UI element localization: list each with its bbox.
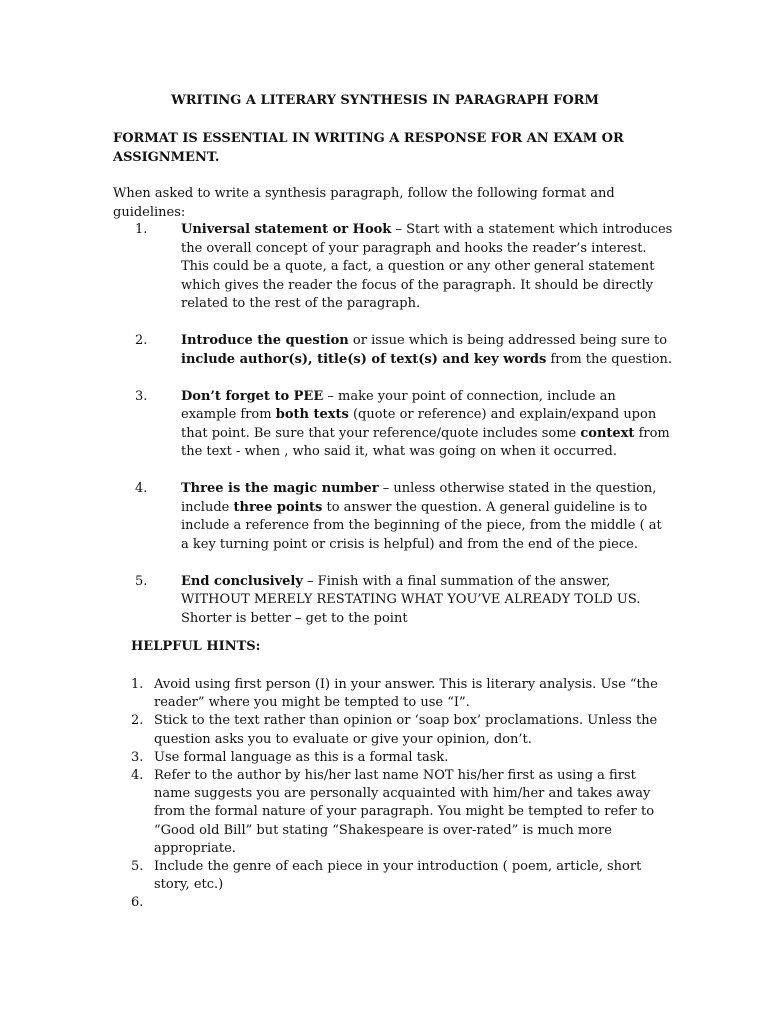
- hint-number: 1.: [131, 677, 144, 692]
- hint-item-1: [113, 676, 673, 712]
- step-number: 5.: [135, 573, 148, 589]
- format-step-5: [113, 573, 673, 629]
- document-title: WRITING A LITERARY SYNTHESIS IN PARAGRAPH FORM: [171, 93, 599, 108]
- hint-number: 5.: [131, 859, 144, 875]
- hint-item-4: [113, 767, 673, 858]
- step-emphasis: three points: [233, 499, 323, 515]
- hint-number: 4.: [131, 768, 144, 784]
- hint-text: Stick to the text rather than opinion or ‘soap box’ proclamations. Unless the question asks you to evaluate or give your opinion, don’t.: [154, 713, 658, 747]
- step-text: – Finish with a final summation of the answer, WITHOUT MERELY RESTATING WHAT YOU’VE ALREADY TOLD US. Shorter is better – get to the point: [181, 573, 641, 626]
- step-text: or issue which is being addressed being sure to: [348, 333, 668, 348]
- step-text: to answer the question. A general guideline is to include a reference from the beginning of the piece, from the middle ( at a key turning point or crisis is helpful) and from the end of the piece.: [181, 499, 662, 552]
- hint-text: Avoid using first person (I) in your answer. This is literary analysis. Use “the reader” where you might be tempted to use “I”.: [154, 677, 658, 711]
- step-heading: Three is the magic number: [181, 481, 379, 496]
- hint-text: [154, 895, 158, 910]
- intro-paragraph: When asked to write a synthesis paragraph, follow the following format and guidelines:: [113, 186, 615, 220]
- step-heading: Don’t forget to PEE: [181, 388, 324, 404]
- step-emphasis: context: [580, 425, 635, 441]
- step-heading: End conclusively: [181, 573, 303, 589]
- step-number: 3.: [135, 388, 148, 404]
- step-emphasis: both texts: [275, 407, 349, 422]
- hint-item-2: [113, 712, 673, 748]
- step-text: – Start with a statement which introduces the overall concept of your paragraph and hooks the reader’s interest. This could be a quote, a fact, a question or any other general statement which gives the reader the focus of the paragraph. It should be directly related to the rest of the paragraph.: [181, 222, 673, 311]
- step-text: from the text - when , who said it, what was going on when it occurred.: [181, 425, 670, 459]
- step-number: 1.: [135, 222, 148, 237]
- step-heading: Universal statement or Hook: [181, 222, 392, 237]
- format-steps-list: [113, 221, 673, 647]
- step-number: 2.: [135, 333, 148, 348]
- format-step-3: [113, 388, 673, 462]
- helpful-hints-heading: HELPFUL HINTS:: [131, 639, 261, 654]
- step-number: 4.: [135, 481, 148, 496]
- step-emphasis: include author(s), title(s) of text(s) and key words: [181, 351, 547, 367]
- helpful-hints-list: [113, 676, 673, 913]
- hint-text: Use formal language as this is a formal task.: [154, 749, 449, 765]
- format-step-1: [113, 221, 673, 314]
- hint-text: Refer to the author by his/her last name NOT his/her first as using a first name suggests you are personally acquainted with him/her and takes away from the formal nature of your paragraph. You might be tempted to refer to “Good old Bill” but stating “Shakespeare is over-rated” is much more appropriate.: [154, 768, 655, 856]
- hint-item-5: [113, 858, 673, 894]
- step-text: – unless otherwise stated in the question, include: [181, 481, 657, 515]
- hint-number: 3.: [131, 749, 144, 765]
- step-heading: Introduce the question: [181, 333, 349, 348]
- step-text: from the question.: [546, 351, 672, 367]
- format-step-2: [113, 332, 673, 369]
- hint-item-3: [113, 749, 673, 767]
- step-text: – make your point of connection, include an example from: [181, 388, 616, 422]
- hint-item-6: [113, 894, 673, 912]
- hint-number: 6.: [131, 895, 144, 911]
- step-text: (quote or reference) and explain/expand upon that point. Be sure that your reference/quote includes some: [181, 407, 657, 441]
- format-step-4: [113, 480, 673, 554]
- format-note: FORMAT IS ESSENTIAL IN WRITING A RESPONSE FOR AN EXAM OR ASSIGNMENT.: [113, 131, 624, 165]
- hint-text: Include the genre of each piece in your introduction ( poem, article, short story, etc.): [154, 859, 642, 893]
- hint-number: 2.: [131, 713, 144, 729]
